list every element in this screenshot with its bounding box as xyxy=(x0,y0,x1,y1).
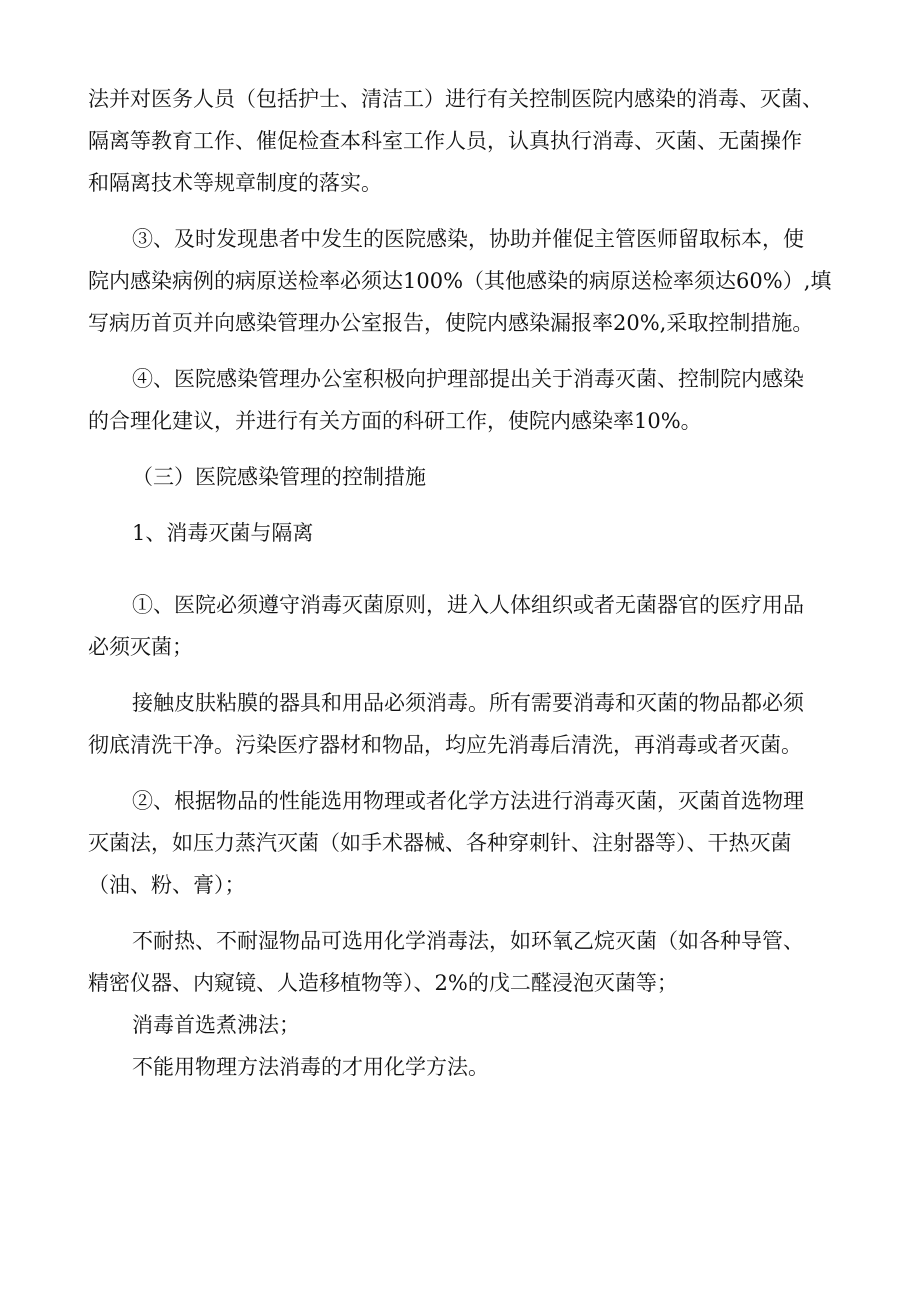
text-line: 不能用物理方法消毒的才用化学方法。 xyxy=(132,1055,489,1079)
paragraph-item-2 xyxy=(88,780,838,906)
subsection-heading xyxy=(88,512,838,554)
paragraph-boiling xyxy=(88,1004,838,1046)
text-line: 法并对医务人员（包括护士、清洁工）进行有关控制医院内感染的消毒、灭菌、 xyxy=(88,87,823,111)
paragraph-item-3 xyxy=(88,218,838,344)
paragraph-contact-disinfection xyxy=(88,682,838,766)
section-heading xyxy=(88,456,838,498)
text-line: （油、粉、膏）； xyxy=(88,873,246,897)
text-line: 院内感染病例的病原送检率必须达100%（其他感染的病原送检率须达60%）,填 xyxy=(88,269,832,293)
text-line: 和隔离技术等规章制度的落实。 xyxy=(88,171,382,195)
text-line: 接触皮肤粘膜的器具和用品必须消毒。所有需要消毒和灭菌的物品都必须 xyxy=(132,691,804,715)
text-line: 消毒首选煮沸法； xyxy=(132,1013,300,1037)
paragraph-education xyxy=(88,78,838,204)
paragraph-chemical-fallback xyxy=(88,1046,838,1088)
text-line: 写病历首页并向感染管理办公室报告，使院内感染漏报率20%,采取控制措施。 xyxy=(88,311,814,335)
text-line: ②、根据物品的性能选用物理或者化学方法进行消毒灭菌，灭菌首选物理 xyxy=(132,789,804,813)
text-line: 不耐热、不耐湿物品可选用化学消毒法，如环氧乙烷灭菌（如各种导管、 xyxy=(132,929,804,953)
heading-text: （三）医院感染管理的控制措施 xyxy=(132,465,426,489)
text-line: 精密仪器、内窥镜、人造移植物等）、2%的戊二醛浸泡灭菌等； xyxy=(88,971,678,995)
text-line: 灭菌法，如压力蒸汽灭菌（如手术器械、各种穿刺针、注射器等）、干热灭菌 xyxy=(88,831,792,855)
text-line: 彻底清洗干净。污染医疗器材和物品，均应先消毒后清洗，再消毒或者灭菌。 xyxy=(88,733,802,757)
text-line: ③、及时发现患者中发生的医院感染，协助并催促主管医师留取标本，使 xyxy=(132,227,804,251)
text-line: ④、医院感染管理办公室积极向护理部提出关于消毒灭菌、控制院内感染 xyxy=(132,367,804,391)
heading-text: 1、消毒灭菌与隔离 xyxy=(132,521,314,545)
text-line: 必须灭菌； xyxy=(88,635,193,659)
text-line: ①、医院必须遵守消毒灭菌原则，进入人体组织或者无菌器官的医疗用品 xyxy=(132,593,804,617)
text-line: 隔离等教育工作、催促检查本科室工作人员，认真执行消毒、灭菌、无菌操作 xyxy=(88,129,802,153)
paragraph-item-1 xyxy=(88,584,838,668)
text-line: 的合理化建议，并进行有关方面的科研工作，使院内感染率10%。 xyxy=(88,409,702,433)
paragraph-item-4 xyxy=(88,358,838,442)
document-body xyxy=(88,78,838,1088)
paragraph-chemical-method xyxy=(88,920,838,1004)
